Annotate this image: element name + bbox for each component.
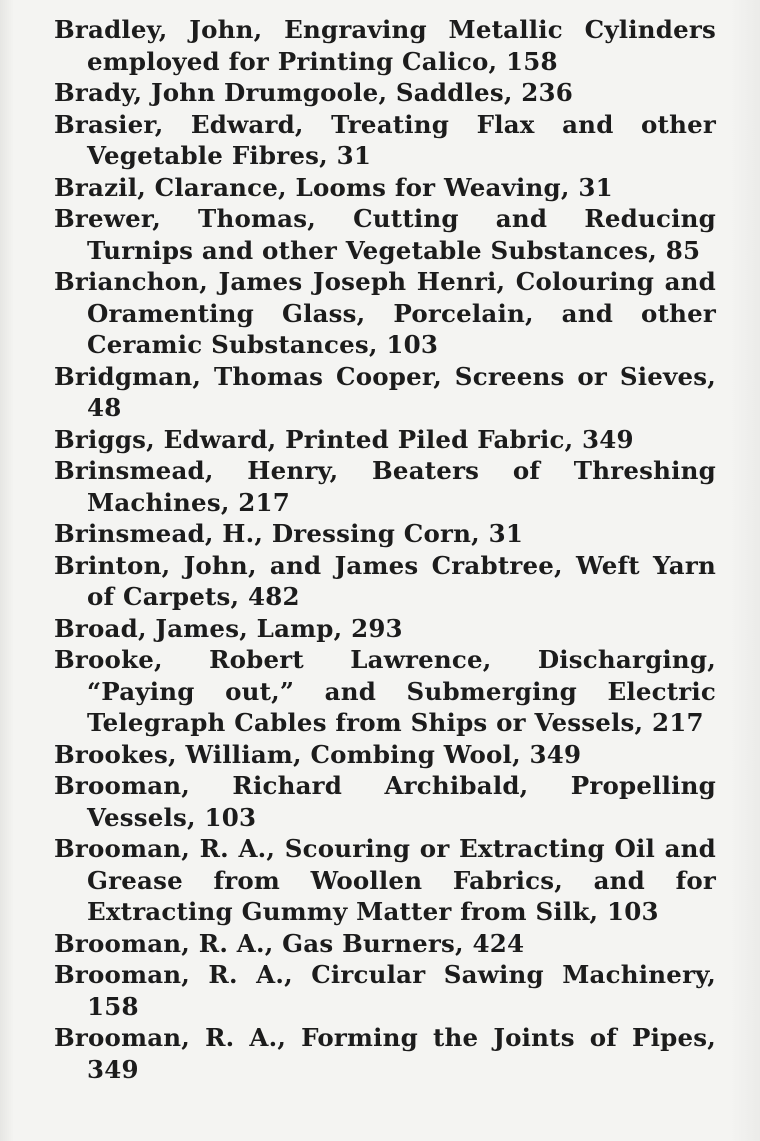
index-column xyxy=(54,14,716,1085)
index-entry: Bradley, John, Engraving Metallic Cylinders employed for Printing Calico, 158 xyxy=(54,15,716,76)
index-entry: Brookes, William, Combing Wool, 349 xyxy=(54,739,582,769)
index-entry: Brianchon, James Joseph Henri, Colouring and Oramenting Glass, Porcelain, and other Ceramic Substances, 103 xyxy=(54,267,716,359)
scan-shadow-left xyxy=(0,0,14,1141)
index-entry: Broad, James, Lamp, 293 xyxy=(54,613,403,643)
index-entry: Brazil, Clarance, Looms for Weaving, 31 xyxy=(54,172,613,202)
index-entry: Brooman, R. A., Scouring or Extracting Oil and Grease from Woollen Fabrics, and for Extracting Gummy Matter from Silk, 103 xyxy=(54,834,716,926)
index-entry: Brooman, Richard Archibald, Propelling Vessels, 103 xyxy=(54,771,716,832)
index-entry: Brooman, R. A., Circular Sawing Machinery, 158 xyxy=(54,960,716,1021)
index-entry: Brinton, John, and James Crabtree, Weft Yarn of Carpets, 482 xyxy=(54,550,716,611)
index-entry: Brooman, R. A., Gas Burners, 424 xyxy=(54,928,525,958)
index-entry: Brinsmead, Henry, Beaters of Threshing Machines, 217 xyxy=(54,456,716,517)
index-entry: Briggs, Edward, Printed Piled Fabric, 349 xyxy=(54,424,634,454)
scan-shadow-right xyxy=(730,0,760,1141)
index-entry: Bridgman, Thomas Cooper, Screens or Sieves, 48 xyxy=(54,361,716,422)
index-entry: Brasier, Edward, Treating Flax and other Vegetable Fibres, 31 xyxy=(54,109,716,170)
index-entry: Brooman, R. A., Forming the Joints of Pipes, 349 xyxy=(54,1023,716,1084)
index-entry: Brinsmead, H., Dressing Corn, 31 xyxy=(54,519,524,548)
index-entry: Brewer, Thomas, Cutting and Reducing Turnips and other Vegetable Substances, 85 xyxy=(54,204,716,265)
index-entry: Brady, John Drumgoole, Saddles, 236 xyxy=(54,78,574,107)
index-entry: Brooke, Robert Lawrence, Discharging, “Paying out,” and Submerging Electric Telegraph Cables from Ships or Vessels, 217 xyxy=(54,645,716,737)
